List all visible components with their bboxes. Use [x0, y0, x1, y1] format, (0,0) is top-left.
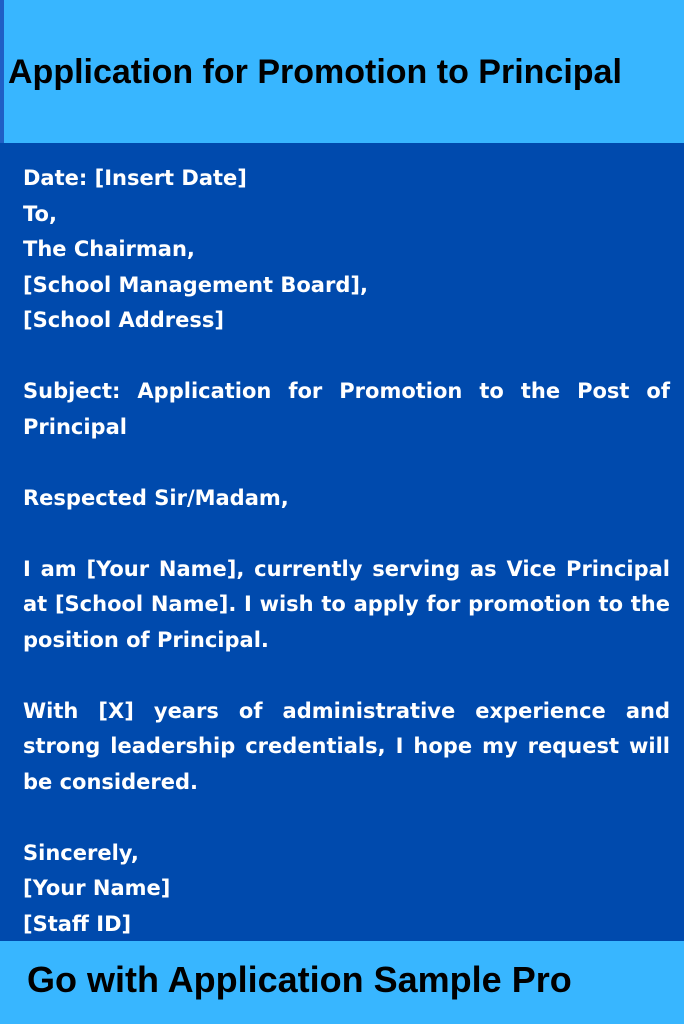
staff-id: [Staff ID]	[23, 911, 132, 936]
spacer	[23, 800, 670, 836]
body-paragraph-experience: With [X] years of administrative experience and strong leadership credentials, I hope my request will be considered.	[23, 698, 670, 794]
subject-line: Subject: Application for Promotion to the Post of Principal	[23, 379, 670, 439]
date-line: Date: [Insert Date]	[23, 166, 247, 190]
footer-tagline: Go with Application Sample Pro	[27, 959, 572, 1000]
organization-line: [School Management Board],	[23, 272, 368, 297]
page-header	[0, 0, 684, 143]
letter-body	[0, 143, 684, 941]
spacer	[23, 516, 670, 552]
page-title: Application for Promotion to Principal	[8, 53, 622, 91]
signature-name: [Your Name]	[23, 876, 171, 900]
to-line: To,	[23, 201, 57, 226]
salutation: Respected Sir/Madam,	[23, 485, 289, 510]
closing-line: Sincerely,	[23, 840, 139, 865]
spacer	[23, 445, 670, 481]
body-paragraph-intro: I am [Your Name], currently serving as Vice Principal at [School Name]. I wish to apply for promotion to the position of Principal.	[23, 556, 670, 652]
spacer	[23, 658, 670, 694]
spacer	[23, 339, 670, 375]
address-line: [School Address]	[23, 308, 224, 332]
page-footer	[0, 941, 684, 1024]
recipient-line: The Chairman,	[23, 237, 195, 261]
